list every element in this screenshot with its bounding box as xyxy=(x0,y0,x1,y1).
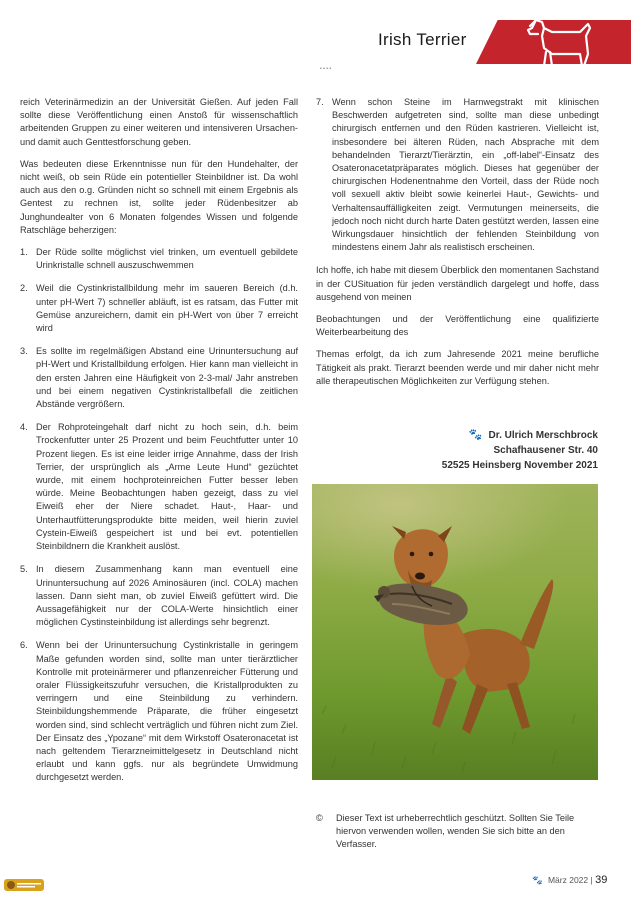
list-item xyxy=(20,282,298,335)
author-street: Schafhausener Str. 40 xyxy=(493,445,598,456)
list-item xyxy=(20,421,298,553)
dog-photo xyxy=(312,484,598,780)
list-item-text: Der Rüde sollte möglichst viel trinken, um eventuell gebildete Urinkristalle schnell auszuschwemmen xyxy=(36,247,298,271)
paw-icon: 🐾 xyxy=(468,429,483,441)
author-signature xyxy=(420,428,598,473)
list-item-number: 2. xyxy=(20,283,28,294)
list-item xyxy=(316,96,599,254)
list-item-number: 7. xyxy=(316,97,324,107)
paw-icon: 🐾 xyxy=(532,875,543,885)
right-paragraph-2: Beobachtungen und der Veröffentlichung eine qualifizierte Weiterbearbeitung des xyxy=(316,314,599,338)
irish-terrier-silhouette-icon xyxy=(522,14,598,70)
tiny-mark: • • • • xyxy=(320,66,332,72)
list-item-text: Wenn bei der Urinuntersuchung Cystinkristalle in geringem Maße gefunden worden sind, sollte man unter tierärztlicher Kontrolle mit proteinärmerer und pflanzenreicher Fütterung und oraler Flüssigkeitszufuhr versuchen, die Kristallprodukten zu verringern und eine Steinbildung zu verhindern. Steinbildungshemmende Präparate, die früher eingesetzt worden sind, sind schlecht verträglich und führen nicht zum Ziel. Der Einsatz des „Ypozane“ mit dem Wirkstoff Osateronacetat ist nach geltendem Tierarzneimittelgesetz in Deutschland nicht erlaubt und kann ggfs. nur als begründete Umwidmung durchgesetzt werden. xyxy=(36,640,298,783)
advice-list xyxy=(20,246,298,785)
list-item xyxy=(20,563,298,629)
publisher-logo-icon xyxy=(4,878,44,892)
list-item-text: Der Rohproteingehalt darf nicht zu hoch sein, d.h. beim Trockenfutter unter 25 Prozent und beim Feuchtfutter unter 10 Prozent liegen. Es ist eine leider irrige Annahme, dass der Irish Terrier, der ursprünglich als „Arme Leute Hund“ gezüchtet wurde, mit einem hochproteinreichen Futter besser leben würde. Meine Beobachtungen haben gezeigt, dass zu viel Eiweiß eher der Niere schadet. Haut-, Haar- und Unterhautfütterungsprodukte bitte meiden, weil hierin zuviel Cystein-Eiweiß gespeichert ist und bei evt. potentiellen Steinbildnern die Krankheit auslöst. xyxy=(36,422,298,552)
list-item-number: 5. xyxy=(20,564,28,575)
list-item xyxy=(20,345,298,411)
list-item-number: 3. xyxy=(20,346,28,357)
copyright-text: Dieser Text ist urheberrechtlich geschützt. Sollten Sie Teile hiervon verwenden wollen, wenden Sie sich bitte an den Verfasser. xyxy=(336,813,575,850)
list-item xyxy=(20,246,298,272)
list-item-text: Es sollte im regelmäßigen Abstand eine Urinuntersuchung auf pH-Wert und Kristallbildung erfolgen. Hier kann man vielleicht in den ersten Jahren eine Häufigkeit von 2-3-mal/ Jahr anstreben und bei einem negativen Cystinkristallbefall die zeitlichen Abstände vergrößern. xyxy=(36,346,298,410)
advice-list-continued xyxy=(316,96,599,254)
list-item-text: Wenn schon Steine im Harnwegstrakt mit klinischen Beschwerden aufgetreten sind, sollte man diese unbedingt chirurgisch entfernen und den Rüden kastrieren. Vielleicht ist, insbesondere bei älteren Rüden, nach Absprache mit dem behandelnden Tierarzt/Tierärztin, ein „off-label“-Einsatz des Osateronacetatpräparates möglich. Dieses hat gegenüber der chirurgischen Hodenentnahme den Vorteil, dass der Rüde noch voll sexuell aktiv bleibt sowie keinerlei Haut-, Gewichts- und Verhaltensauffälligkeiten zeigt. Vermutungen meinerseits, die jedoch noch nicht durch harte Daten gestützt werden, lassen eine Wirkungsdauer hinsichtlich der fehlenden Steinbildung von mindestens einem Jahr als realistisch erscheinen. xyxy=(332,97,599,253)
list-item-text: In diesem Zusammenhang kann man eventuell eine Urinuntersuchung auf 2026 Aminosäuren (incl. COLA) machen lassen. Dann sieht man, ob zuviel Eiweiß gefüttert wird. Die Aussagefähigkeit nur der COLA-Werte hinsichtlich einer möglichen Cystinsteinbildung ist allerdings sehr begrenzt. xyxy=(36,564,298,628)
list-item-number: 6. xyxy=(20,640,28,651)
left-paragraph-1: reich Veterinärmedizin an der Universität Gießen. Auf jeden Fall sollte diese Veröffentlichung einen Anstoß für wissenschaftlich arbeitenden Gruppen zu einer weiteren und intensiveren Ursachen- und damit auch Genttestforschung geben. xyxy=(20,97,298,147)
author-city-date: 52525 Heinsberg November 2021 xyxy=(441,460,598,471)
list-item-number: 1. xyxy=(20,247,28,258)
author-name: Dr. Ulrich Merschbrock xyxy=(488,430,598,441)
left-column xyxy=(20,96,298,795)
copyright-symbol: © xyxy=(316,813,323,823)
issue-date: März 2022 | xyxy=(547,875,593,885)
page-number: 39 xyxy=(595,874,608,886)
right-column xyxy=(316,96,599,397)
right-paragraph-3: Themas erfolgt, da ich zum Jahresende 2021 meine berufliche Tätigkeit als prakt. Tierarzt beenden werde und mir daher nicht mehr alle therapeutischen Möglichkeiten zur Verfügung stehen. xyxy=(316,349,599,386)
dog-running-with-bird-image xyxy=(312,484,598,780)
copyright-notice xyxy=(316,812,598,852)
left-paragraph-2: Was bedeuten diese Erkenntnisse nun für den Hundehalter, der nicht weiß, ob sein Rüde ein potentieller Steinbildner ist. Da wohl auch aus den o.g. Gründen nicht so schnell mit einem Ergebnis als Gentest zu rechnen ist, sollte jeder Rüdenbesitzer ab Junghundealter von 6 Monaten folgendes Wissen und folgende Ratschläge beherzigen: xyxy=(20,158,298,235)
list-item xyxy=(20,639,298,784)
list-item-text: Weil die Cystinkristallbildung mehr im saueren Bereich (d.h. unter pH-Wert 7) schneller abläuft, ist es ratsam, das Futter mit Gemüse anzureichern, damit ein pH-Wert von über 7 erreicht wird xyxy=(36,283,298,334)
page-footer xyxy=(532,874,607,886)
right-paragraph-1: Ich hoffe, ich habe mit diesem Überblick den momentanen Sachstand in der CUSituation für jeden verständlich dargelegt und hoffe, dass ausgehend von meinen xyxy=(316,265,599,302)
list-item-number: 4. xyxy=(20,422,28,433)
section-title: Irish Terrier xyxy=(378,30,467,49)
